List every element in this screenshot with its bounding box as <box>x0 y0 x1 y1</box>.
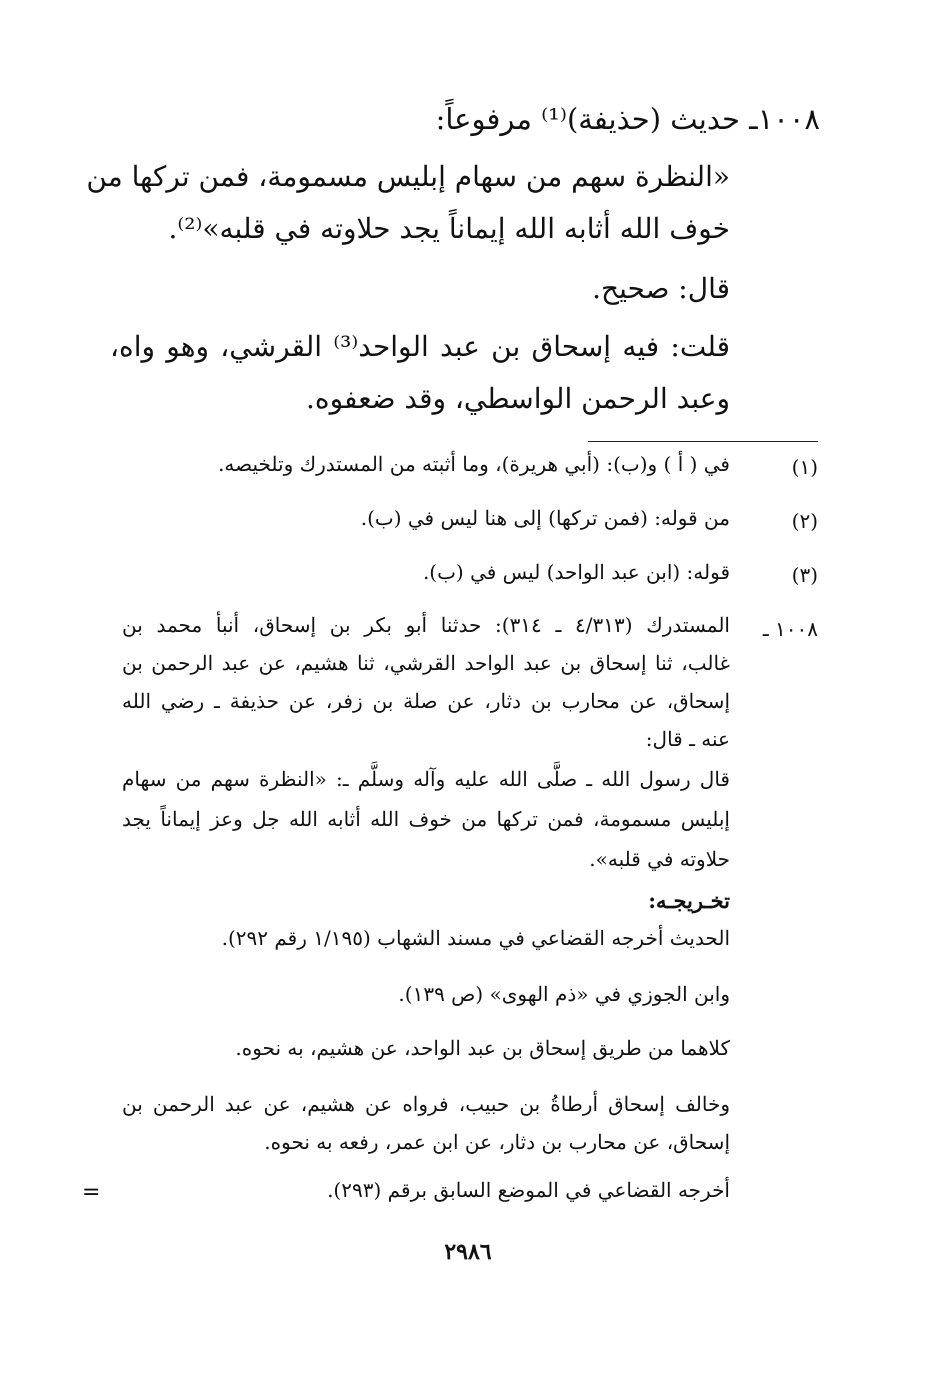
footnote-number-2: (٢) <box>791 509 818 533</box>
footnote-text-2: من قوله: (فمن تركها) إلى هنا ليس في (ب). <box>360 506 730 530</box>
footnote-number-1: (١) <box>791 455 818 479</box>
continuation-mark: = <box>82 1180 101 1205</box>
footnote-text-1: في ( أ ) و(ب): (أبي هريرة)، وما أثبته من المستدرك وتلخيصه. <box>218 452 730 476</box>
isnad-line-1: المستدرك (٤/٣١٣ ـ ٣١٤): حدثنا أبو بكر بن إسحاق، أنبأ محمد بن <box>122 613 730 637</box>
isnad-line-3: إسحاق، عن محارب بن دثار، عن صلة بن زفر، عن حذيفة ـ رضي الله <box>122 689 731 713</box>
footnote-number-3: (٣) <box>791 563 818 587</box>
commentary-entry-number: ١٠٠٨ ـ <box>762 617 818 641</box>
critique-line-2: وعبد الرحمن الواسطي، وقد ضعفوه. <box>306 382 730 415</box>
isnad-line-4: عنه ـ قال: <box>645 727 730 751</box>
takhrij-paragraph-1: الحديث أخرجه القضاعي في مسند الشهاب (١/١٩٥ رقم ٢٩٢). <box>221 926 730 950</box>
matn-line-2: إبليس مسمومة، فمن تركها من خوف الله أثابه الله جل وعز إيماناً يجد <box>122 807 730 831</box>
footnote-separator <box>588 441 818 442</box>
hadith-text-line-2: خوف الله أثابه الله إيماناً يجد حلاوته في قلبه»⁽²⁾. <box>168 212 730 245</box>
takhrij-paragraph-2: وابن الجوزي في «ذم الهوى» (ص ١٣٩). <box>398 982 730 1006</box>
critique-line-1: قلت: فيه إسحاق بن عبد الواحد⁽³⁾ القرشي، وهو واه، <box>110 330 730 363</box>
matn-line-3: حلاوته في قلبه». <box>589 847 730 871</box>
matn-line-1: قال رسول الله ـ صلَّى الله عليه وآله وسلَّم ـ: «النظرة سهم من سهام <box>122 767 730 791</box>
hadith-heading: ١٠٠٨ـ حديث (حذيفة)⁽¹⁾ مرفوعاً: <box>435 102 820 136</box>
takhrij-paragraph-5: أخرجه القضاعي في الموضع السابق برقم (٢٩٣). <box>327 1178 730 1202</box>
takhrij-paragraph-4-line-1: وخالف إسحاق أرطاةُ بن حبيب، فرواه عن هشيم، عن عبد الرحمن بن <box>122 1092 730 1116</box>
hadith-text-line-1: «النظرة سهم من سهام إبليس مسمومة، فمن تركها من <box>86 160 730 193</box>
verdict-line: قال: صحيح. <box>592 272 730 305</box>
takhrij-heading: تخـريجـه: <box>648 888 730 913</box>
footnote-text-3: قوله: (ابن عبد الواحد) ليس في (ب). <box>422 560 730 584</box>
isnad-line-2: غالب، ثنا إسحاق بن عبد الواحد القرشي، ثنا هشيم، عن عبد الرحمن بن <box>122 651 730 675</box>
takhrij-paragraph-3: كلاهما من طريق إسحاق بن عبد الواحد، عن هشيم، به نحوه. <box>235 1036 730 1060</box>
page-number: ٢٩٨٦ <box>444 1239 492 1265</box>
takhrij-paragraph-4-line-2: إسحاق، عن محارب بن دثار، عن ابن عمر، رفعه به نحوه. <box>264 1130 730 1154</box>
